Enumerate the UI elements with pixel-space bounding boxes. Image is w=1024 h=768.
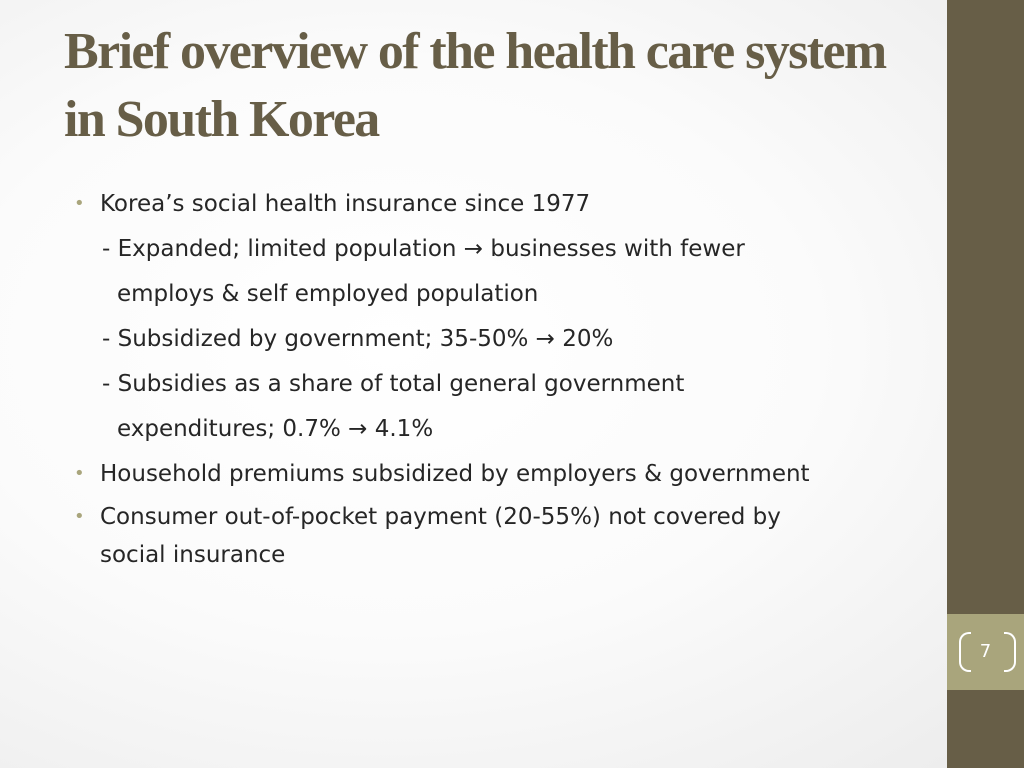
bullet-continuation [74,537,934,577]
bullet-item [74,454,934,499]
bullet-text: Consumer out-of-pocket payment (20-55%) not covered by [100,504,781,530]
sub-item [74,319,934,364]
bullet-icon: • [74,463,85,484]
sub-item-continuation [74,409,934,454]
bullet-item [74,184,934,229]
bullet-item [74,499,934,537]
slide-body [74,184,934,577]
sub-item [74,364,934,409]
bullet-text: social insurance [100,542,286,568]
sub-item [74,229,934,274]
sub-item-text: - Subsidies as a share of total general government [102,371,685,397]
sub-item-continuation [74,274,934,319]
sub-item-text: employs & self employed population [117,281,539,307]
bullet-icon: • [74,193,85,214]
page-number: 7 [979,641,992,662]
slide-title: Brief overview of the health care system in South Korea [64,23,886,148]
sub-item-text: expenditures; 0.7% → 4.1% [117,416,434,442]
bullet-text: Household premiums subsidized by employers & government [100,461,810,487]
sub-item-text: - Expanded; limited population → businesses with fewer [102,236,745,262]
page-number-panel [947,614,1024,690]
sub-item-text: - Subsidized by government; 35-50% → 20% [102,326,614,352]
bullet-text: Korea’s social health insurance since 1977 [100,191,591,217]
bullet-icon: • [74,506,85,527]
